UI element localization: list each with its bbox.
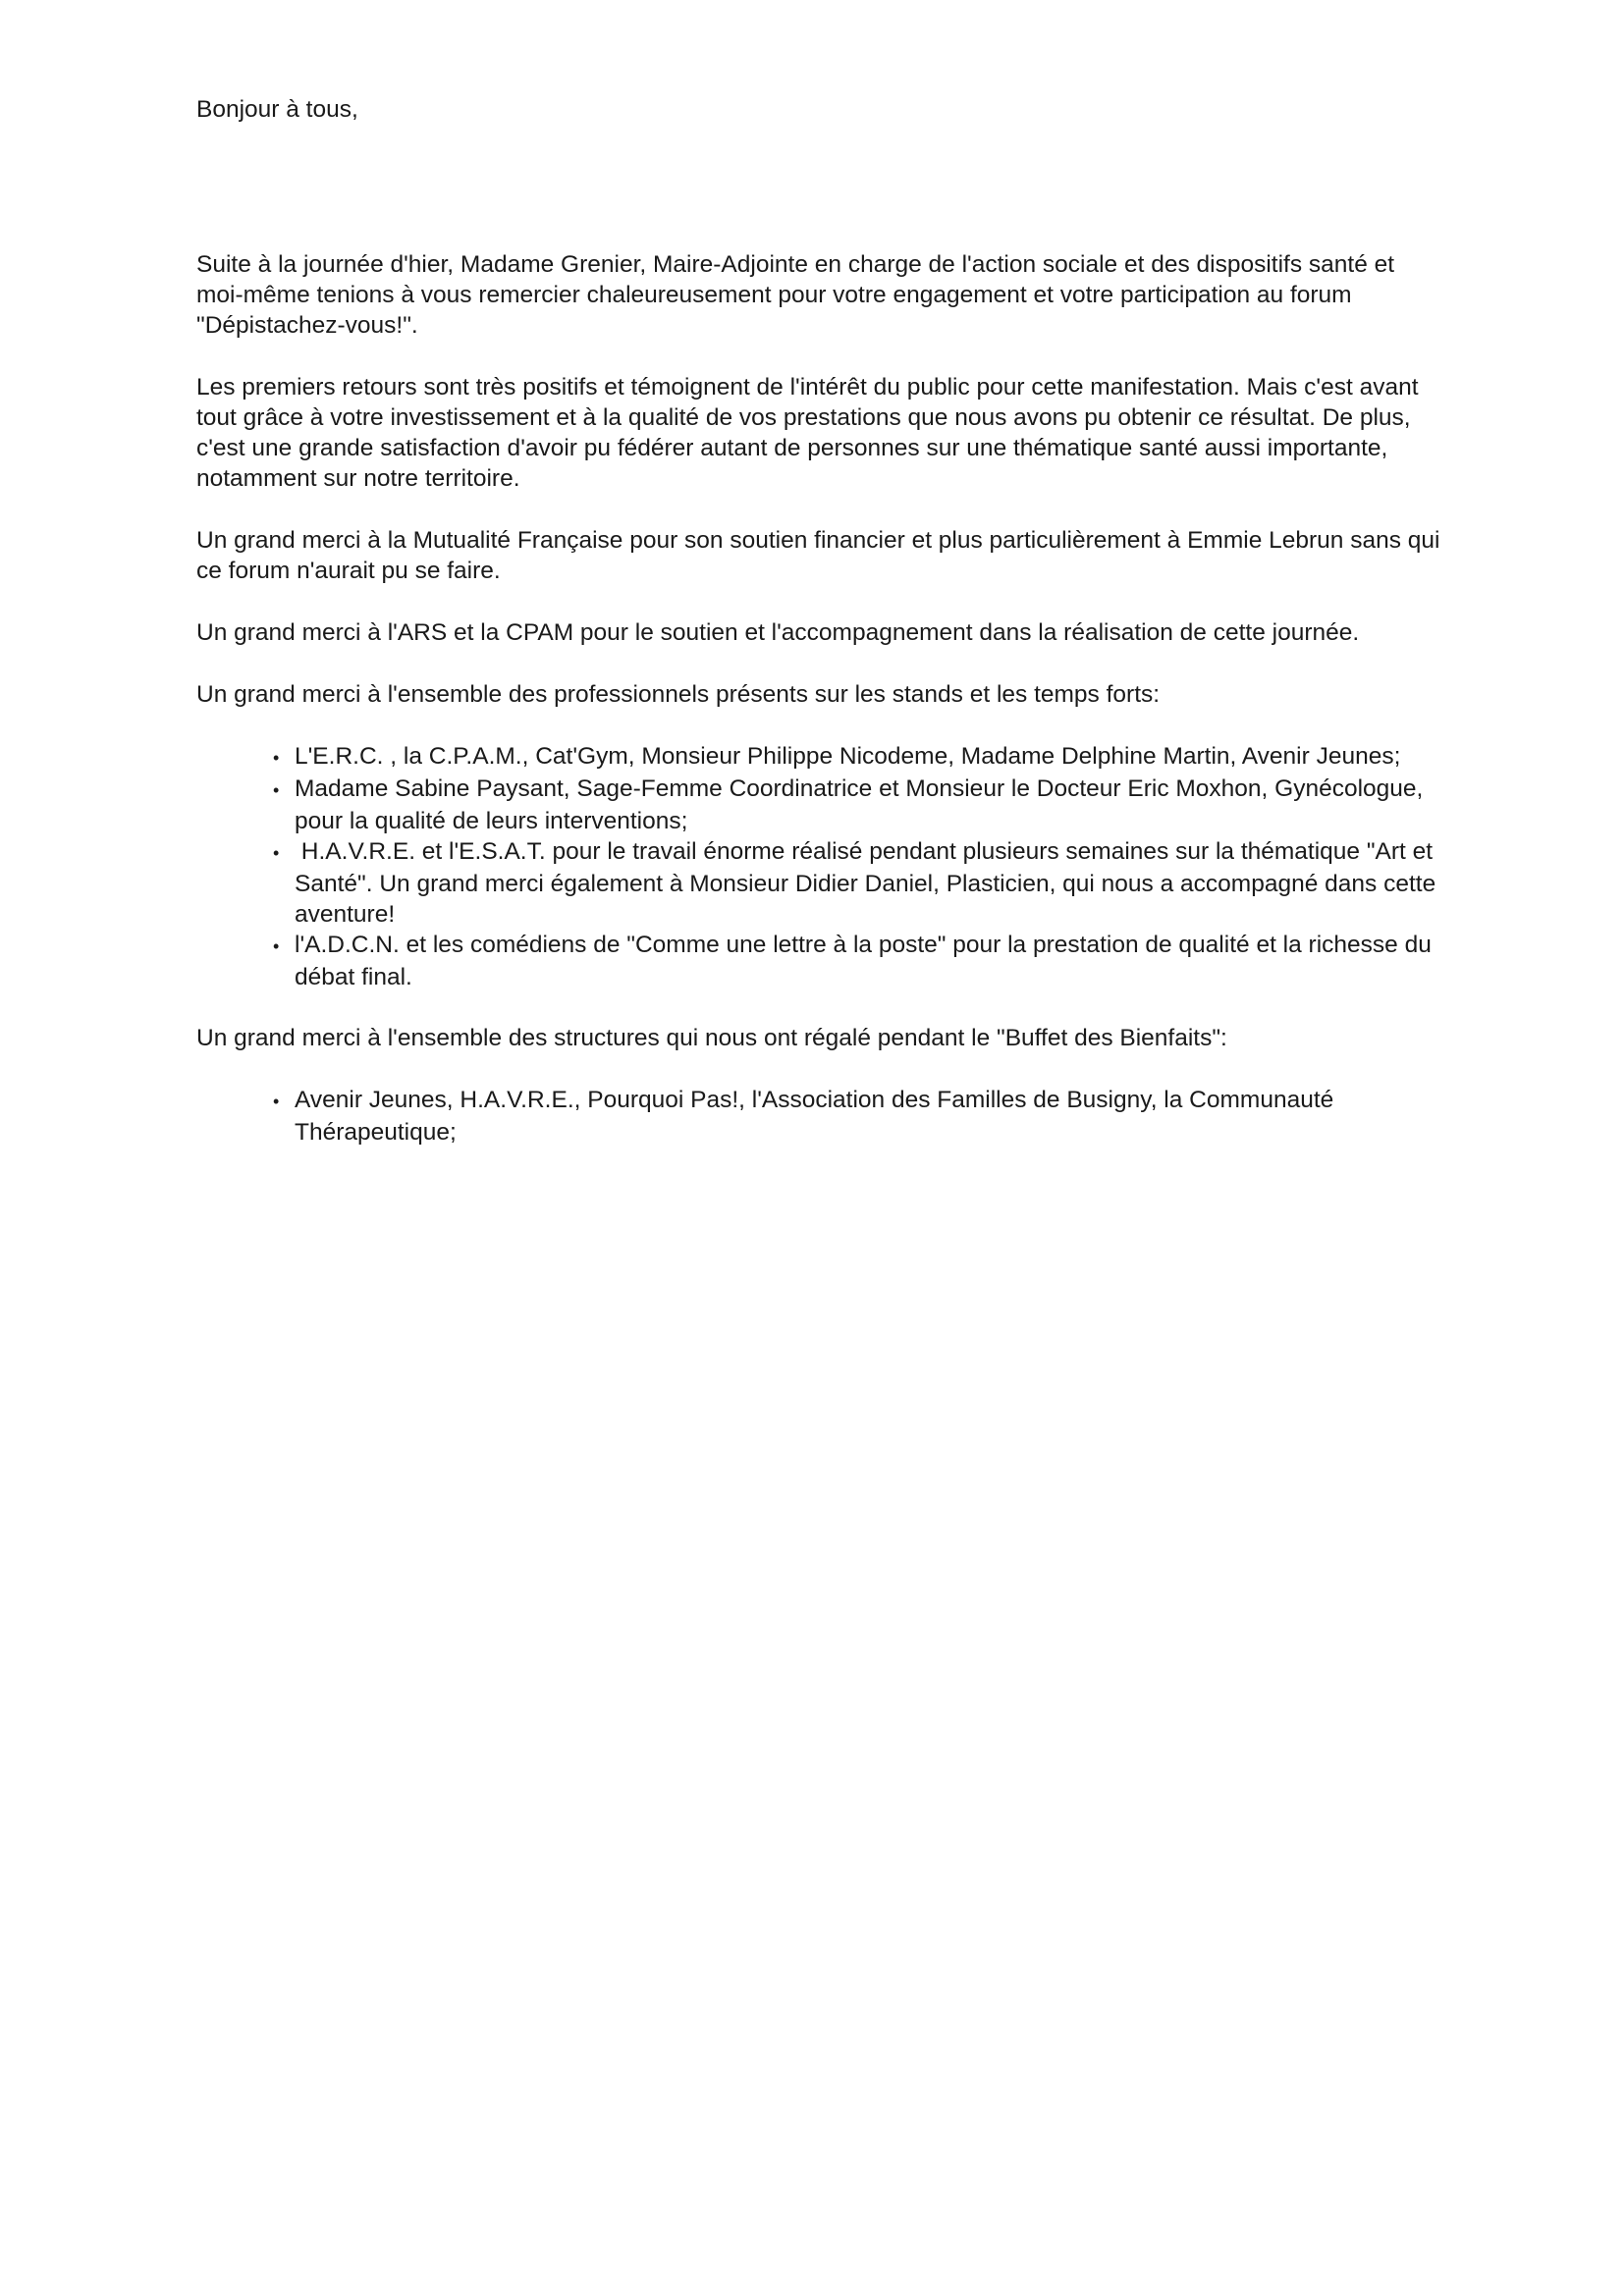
paragraph-intro: Suite à la journée d'hier, Madame Grenier, Maire-Adjointe en charge de l'action sociale et des dispositifs santé et moi-même tenions à vous remercier chaleureusement pour votre engagement et votre participation au forum "Dépistachez-vous!". [196,251,1395,339]
list-item-text: l'A.D.C.N. et les comédiens de "Comme une lettre à la poste" pour la prestation de qualité et la richesse du débat final. [295,932,1432,990]
bullet-icon: • [273,936,280,956]
greeting: Bonjour à tous, [196,96,358,123]
list-item [273,836,1442,930]
bullet-icon: • [273,843,280,863]
list-item-text: Avenir Jeunes, H.A.V.R.E., Pourquoi Pas!, l'Association des Familles de Busigny, la Communauté Thérapeutique; [295,1087,1334,1146]
paragraph-professionals: Un grand merci à l'ensemble des professionnels présents sur les stands et les temps forts: [196,681,1161,708]
paragraph-ars-cpam: Un grand merci à l'ARS et la CPAM pour le soutien et l'accompagnement dans la réalisation de cette journée. [196,619,1360,646]
bullet-icon: • [273,748,280,768]
list-item [273,1085,1442,1148]
list-item [273,774,1442,836]
list-item [273,930,1442,992]
paragraph-mutualite: Un grand merci à la Mutualité Française pour son soutien financier et plus particulièrement à Emmie Lebrun sans qui ce forum n'aurait pu se faire. [196,527,1440,584]
bullet-icon: • [273,780,280,800]
list-item-text: Madame Sabine Paysant, Sage-Femme Coordinatrice et Monsieur le Docteur Eric Moxhon, Gynécologue, pour la qualité de leurs interventions; [295,775,1424,834]
list-item-text: H.A.V.R.E. et l'E.S.A.T. pour le travail énorme réalisé pendant plusieurs semaines sur la thématique "Art et Santé". Un grand merci également à Monsieur Didier Daniel, Plasticien, qui nous a accompagné dans cette aventure! [295,838,1436,928]
paragraph-buffet: Un grand merci à l'ensemble des structures qui nous ont régalé pendant le "Buffet des Bienfaits": [196,1025,1227,1051]
list-item-text: L'E.R.C. , la C.P.A.M., Cat'Gym, Monsieur Philippe Nicodeme, Madame Delphine Martin, Avenir Jeunes; [295,743,1401,770]
buffet-list [196,1085,1442,1148]
professionals-list [196,741,1442,992]
paragraph-feedback: Les premiers retours sont très positifs et témoignent de l'intérêt du public pour cette manifestation. Mais c'est avant tout grâce à votre investissement et à la qualité de vos prestations que nous avons pu obtenir ce résultat. De plus, c'est une grande satisfaction d'avoir pu fédérer autant de personnes sur une thématique santé aussi importante, notamment sur notre territoire. [196,374,1419,492]
list-item [273,741,1442,774]
bullet-icon: • [273,1092,280,1111]
